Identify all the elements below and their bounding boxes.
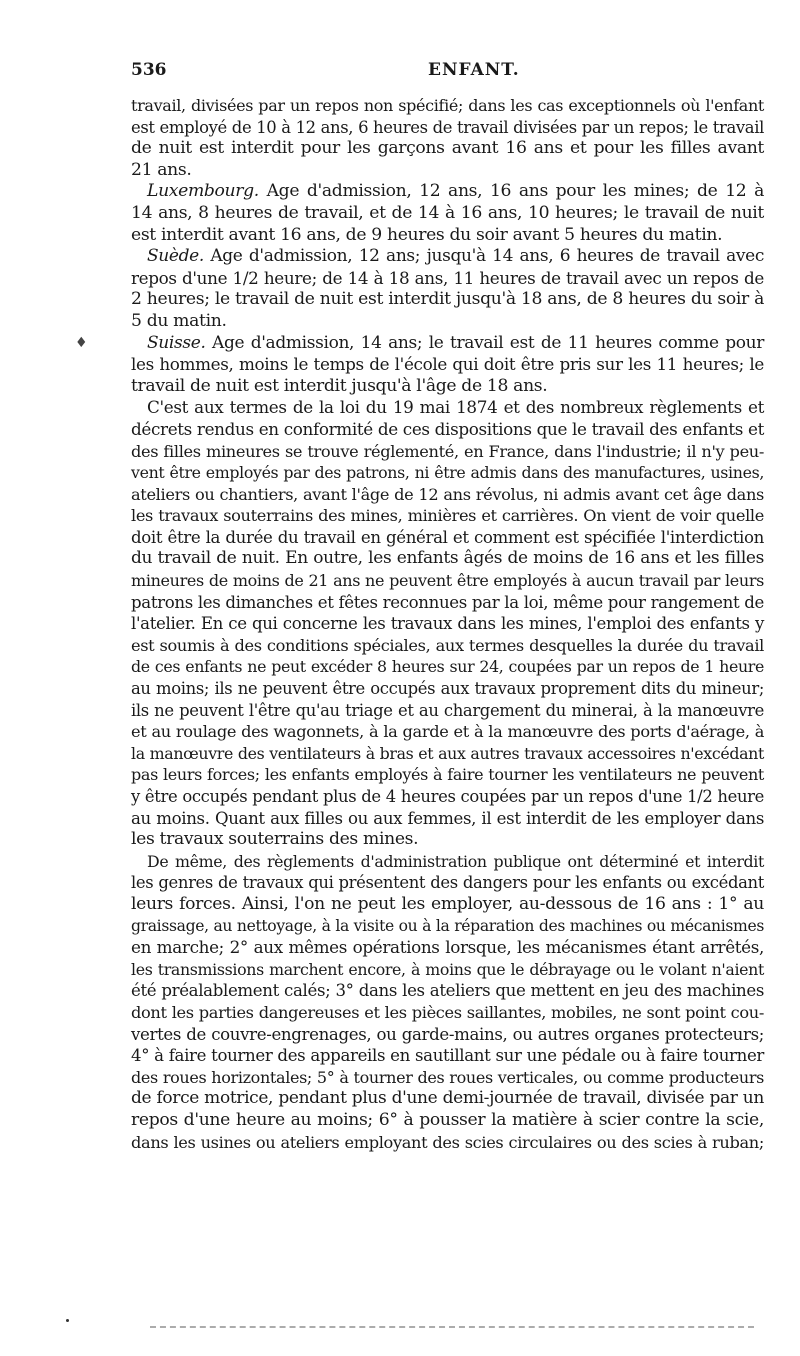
page-number: 536 — [131, 60, 167, 80]
text-line: les travaux souterrains des mines. — [131, 829, 419, 850]
text-line: 21 ans. — [131, 159, 192, 180]
text-line: au moins. Quant aux filles ou aux femmes, il est interdit de les employer dans — [131, 808, 764, 828]
text-line: décrets rendus en conformité de ces dispositions que le travail des enfants et — [131, 418, 764, 439]
section-suede: Suède. Age d'admission, 12 ans; jusqu'à 14 ans, 6 heures de travail avec — [147, 246, 764, 267]
page-heading: ENFANT. — [428, 60, 520, 80]
text-line: les hommes, moins le temps de l'école qui doit être pris sur les 11 heures; le — [131, 354, 764, 375]
text-line: y être occupés pendant plus de 4 heures coupées par un repos d'une 1/2 heure — [131, 787, 764, 806]
text-line: patrons les dimanches et fêtes reconnues par la loi, même pour rangement de — [131, 592, 764, 612]
text-line: vent être employés par des patrons, ni être admis dans des manufactures, usines, — [131, 463, 764, 483]
section-luxembourg: Luxembourg. Age d'admission, 12 ans, 16 ans pour les mines; de 12 à — [147, 181, 764, 202]
paragraph-de-meme: De même, des règlements d'administration publique ont déterminé et interdit — [147, 851, 764, 871]
text-line: des filles mineures se trouve réglementé, en France, dans l'industrie; il n'y peu- — [131, 441, 764, 461]
footer-rule — [150, 1326, 754, 1328]
text-line: ils ne peuvent l'être qu'au triage et au chargement du minerai, à la manœuvre — [131, 700, 764, 720]
text-line: la manœuvre des ventilateurs à bras et aux autres travaux accessoires n'excédant — [131, 743, 764, 763]
text-line: repos d'une 1/2 heure; de 14 à 18 ans, 11 heures de travail avec un repos de — [131, 267, 764, 288]
text-line: les transmissions marchent encore, à moins que le débrayage ou le volant n'aient — [131, 959, 764, 979]
text-line: 14 ans, 8 heures de travail, et de 14 à 16 ans, 10 heures; le travail de nuit — [131, 202, 764, 223]
text-line: 5 du matin. — [131, 310, 227, 331]
text-line: doit être la durée du travail en général et comment est spécifiée l'interdiction — [131, 527, 764, 547]
text-line: des roues horizontales; 5° à tourner des roues verticales, ou comme producteurs — [131, 1067, 764, 1087]
text-line: leurs forces. Ainsi, l'on ne peut les employer, au-dessous de 16 ans : 1° au — [131, 893, 764, 914]
text-line: dans les usines ou ateliers employant des scies circulaires ou des scies à ruban; — [131, 1132, 764, 1152]
text-line: de nuit est interdit pour les garçons avant 16 ans et pour les filles avant — [131, 138, 764, 159]
text-line: de force motrice, pendant plus d'une demi-journée de travail, divisée par un — [131, 1088, 764, 1109]
running-header — [131, 60, 764, 86]
text-line: est soumis à des conditions spéciales, aux termes desquelles la durée du travail — [131, 635, 764, 655]
text-line: repos d'une heure au moins; 6° à pousser la matière à scier contre la scie, — [131, 1109, 764, 1130]
text-line: les travaux souterrains des mines, minières et carrières. On vient de voir quelle — [131, 506, 764, 526]
text-line: mineures de moins de 21 ans ne peuvent être employés à aucun travail par leurs — [131, 571, 764, 591]
text-line: les genres de travaux qui présentent des dangers pour les enfants ou excédant — [131, 873, 764, 893]
text-line: et au roulage des wagonnets, à la garde et à la manœuvre des ports d'aérage, à — [131, 722, 764, 742]
text-line: au moins; ils ne peuvent être occupés aux travaux proprement dits du mineur; — [131, 679, 764, 699]
text-line: de ces enfants ne peut excéder 8 heures sur 24, coupées par un repos de 1 heure — [131, 657, 764, 677]
section-suisse: Suisse. Age d'admission, 14 ans; le travail est de 11 heures comme pour — [147, 332, 764, 353]
text-line: vertes de couvre-engrenages, ou garde-mains, ou autres organes protecteurs; — [131, 1024, 764, 1044]
text-line: est employé de 10 à 12 ans, 6 heures de travail divisées par un repos; le travail — [131, 117, 764, 137]
text-line: en marche; 2° aux mêmes opérations lorsque, les mécanismes étant arrêtés, — [131, 937, 764, 958]
paragraph-loi-1874: C'est aux termes de la loi du 19 mai 1874 et des nombreux règlements et — [147, 397, 764, 418]
text-line: 2 heures; le travail de nuit est interdit jusqu'à 18 ans, de 8 heures du soir à — [131, 289, 764, 310]
text-line: été préalablement calés; 3° dans les ateliers que mettent en jeu des machines — [131, 981, 764, 1001]
text-line: travail, divisées par un repos non spécifié; dans les cas exceptionnels où l'enfant — [131, 96, 764, 115]
margin-mark: ♦ — [75, 335, 88, 351]
country-name: Suède. — [147, 246, 204, 267]
text-line: travail de nuit est interdit jusqu'à l'âge de 18 ans. — [131, 375, 548, 396]
text-line: du travail de nuit. En outre, les enfants âgés de moins de 16 ans et les filles — [131, 548, 764, 569]
text-line: pas leurs forces; les enfants employés à faire tourner les ventilateurs ne peuvent — [131, 765, 764, 785]
country-name: Luxembourg. — [147, 181, 259, 202]
text-line: l'atelier. En ce qui concerne les travaux dans les mines, l'emploi des enfants y — [131, 614, 764, 634]
text-line: graissage, au nettoyage, à la visite ou à la réparation des machines ou mécanismes — [131, 916, 764, 935]
body-text — [131, 95, 764, 1153]
text-line: 4° à faire tourner des appareils en sautillant sur une pédale ou à faire tourner — [131, 1046, 764, 1066]
page-speck — [66, 1319, 69, 1322]
country-name: Suisse. — [147, 332, 206, 353]
text-line: dont les parties dangereuses et les pièces saillantes, mobiles, ne sont point cou- — [131, 1002, 764, 1022]
text-line: est interdit avant 16 ans, de 9 heures du soir avant 5 heures du matin. — [131, 224, 723, 245]
text-line: ateliers ou chantiers, avant l'âge de 12 ans révolus, ni admis avant cet âge dans — [131, 484, 764, 504]
